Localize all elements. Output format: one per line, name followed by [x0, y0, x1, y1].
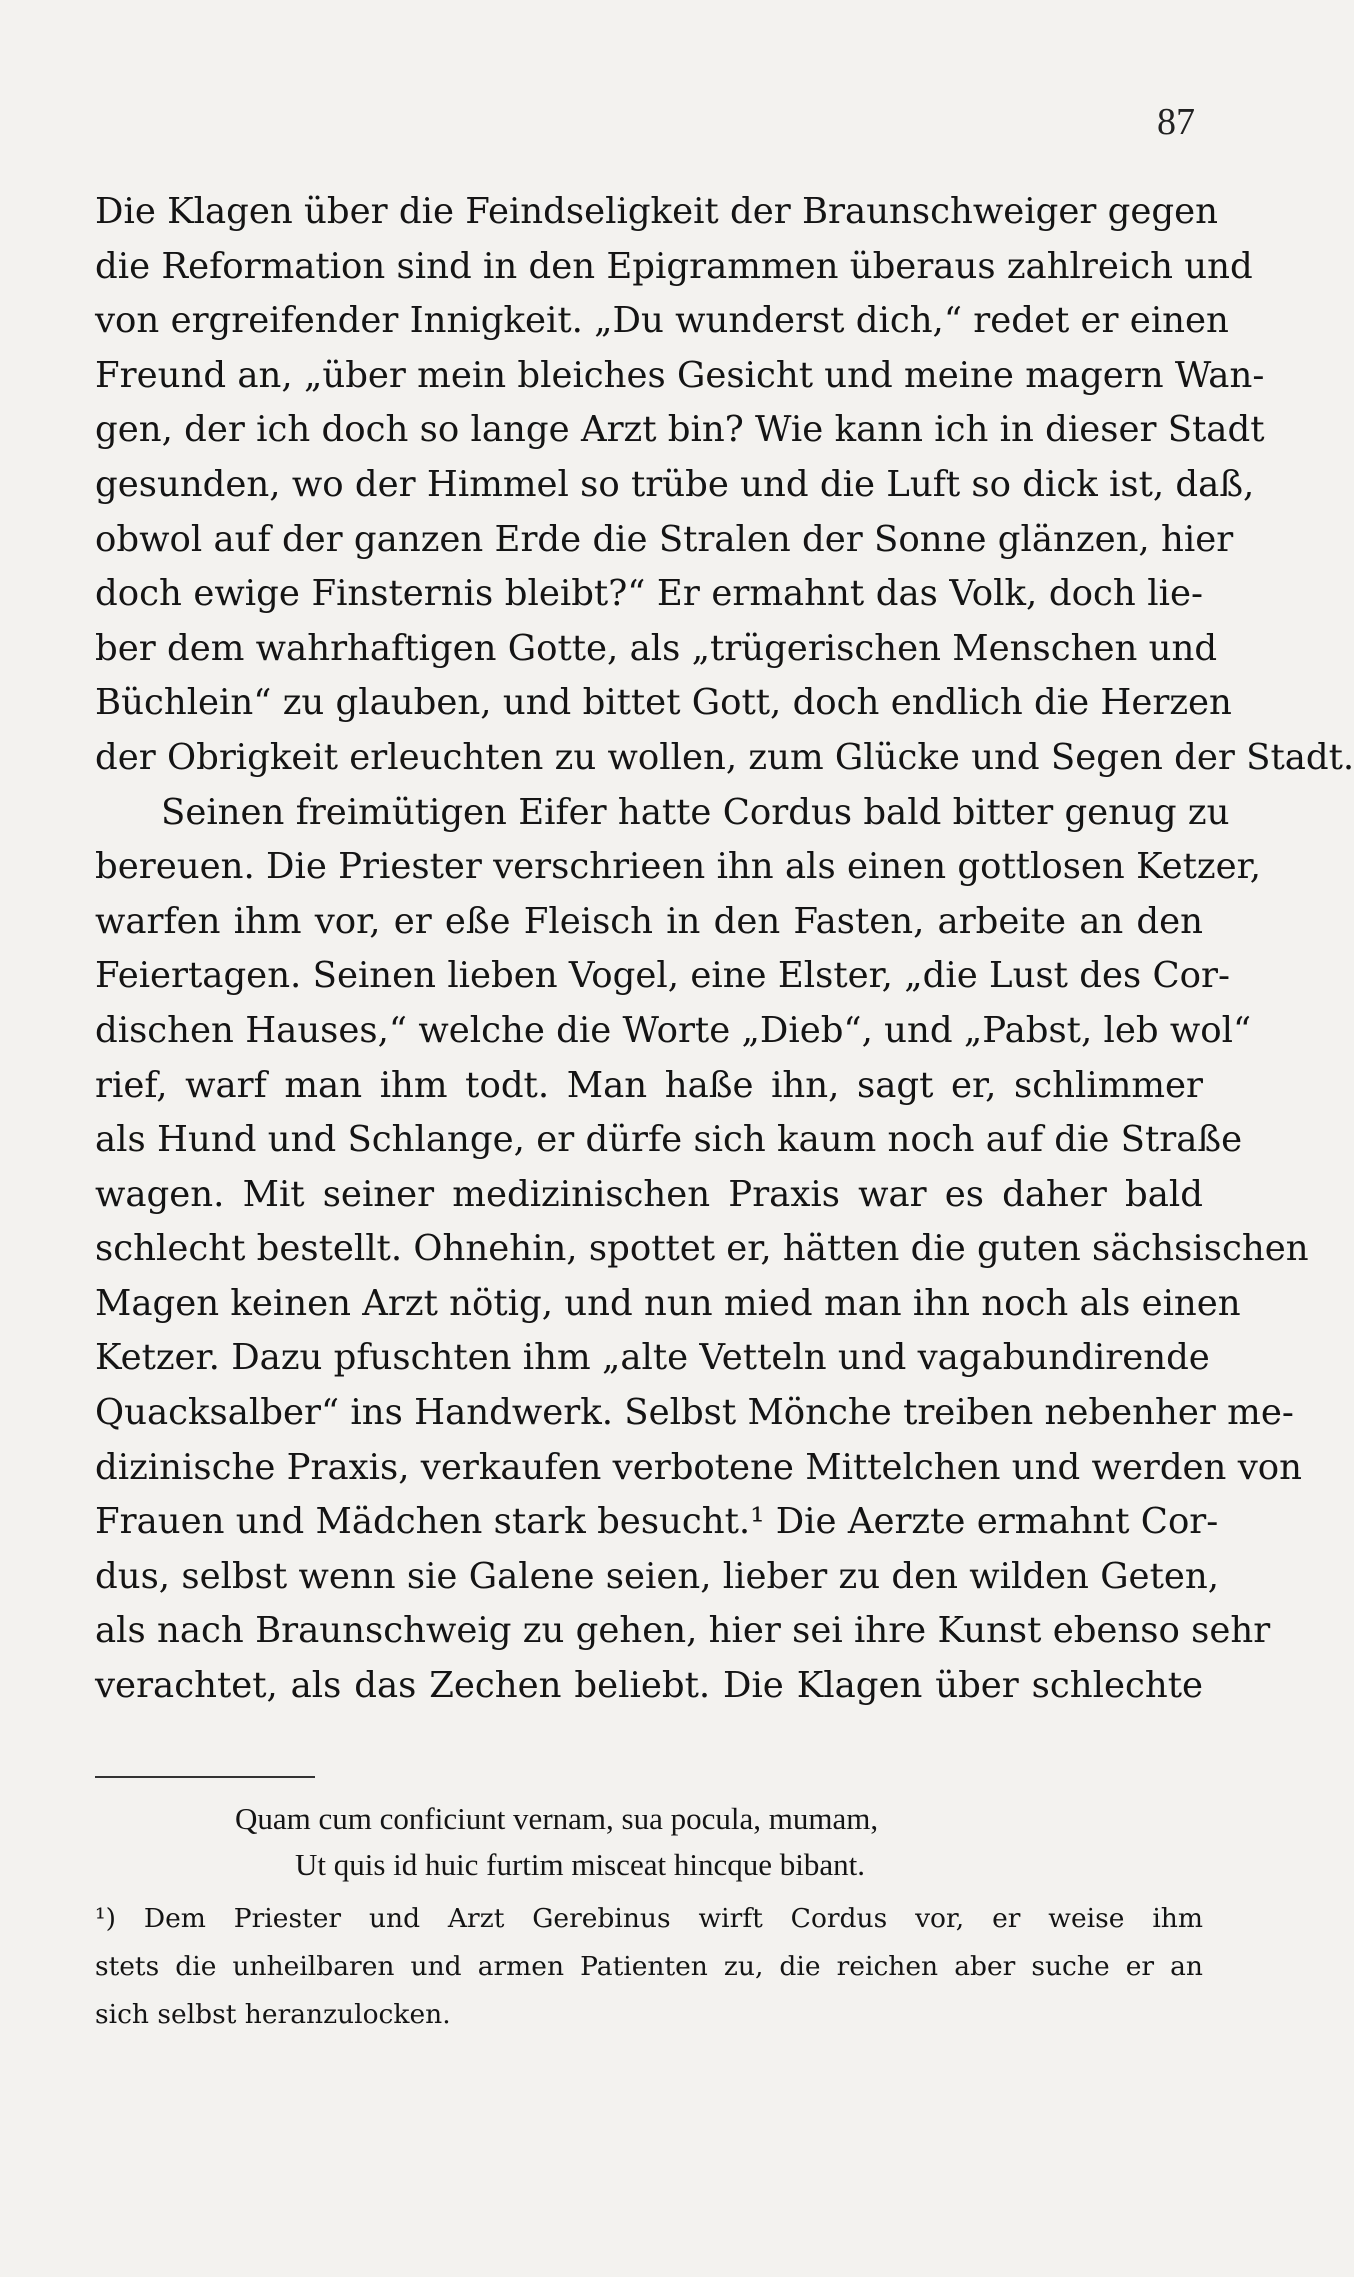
latin-quote	[95, 1796, 1203, 1888]
text-line: warfen ihm vor, er eße Fleisch in den Fasten, arbeite an den	[95, 900, 1203, 942]
text-line: Feiertagen. Seinen lieben Vogel, eine Elster, „die Lust des Cor-	[95, 955, 1230, 997]
text-line: rief, warf man ihm todt. Man haße ihn, sagt er, schlimmer	[95, 1064, 1203, 1106]
text-line: dizinische Praxis, verkaufen verbotene Mittelchen und werden von	[95, 1446, 1302, 1488]
text-line: gen, der ich doch so lange Arzt bin? Wie kann ich in dieser Stadt	[95, 409, 1265, 451]
footnote-line: sich selbst heranzulocken.	[95, 1999, 451, 2030]
text-line: als nach Braunschweig zu gehen, hier sei ihre Kunst ebenso sehr	[95, 1610, 1271, 1652]
text-line: die Reformation sind in den Epigrammen überaus zahlreich und	[95, 245, 1253, 287]
text-line: verachtet, als das Zechen beliebt. Die Klagen über schlechte	[95, 1665, 1203, 1707]
text-line: Frauen und Mädchen stark besucht.¹ Die Aerzte ermahnt Cor-	[95, 1501, 1219, 1543]
paragraph-1	[95, 185, 1354, 786]
paragraph-2	[95, 786, 1309, 1714]
quote-line: Ut quis id huic furtim misceat hincque bibant.	[295, 1847, 865, 1882]
text-line: Ketzer. Dazu pfuschten ihm „alte Vetteln und vagabundirende	[95, 1337, 1210, 1379]
text-line: Quacksalber“ ins Handwerk. Selbst Mönche treiben nebenher me-	[95, 1392, 1294, 1434]
text-line: ber dem wahrhaftigen Gotte, als „trügerischen Menschen und	[95, 627, 1218, 669]
text-line: dus, selbst wenn sie Galene seien, lieber zu den wilden Geten,	[95, 1555, 1219, 1597]
text-line: Magen keinen Arzt nötig, und nun mied man ihn noch als einen	[95, 1282, 1241, 1324]
text-line: doch ewige Finsternis bleibt?“ Er ermahnt das Volk, doch lie-	[95, 573, 1203, 615]
footnote-line: stets die unheilbaren und armen Patienten zu, die reichen aber suche er an	[95, 1951, 1203, 1982]
text-line: gesunden, wo der Himmel so trübe und die Luft so dick ist, daß,	[95, 463, 1255, 505]
text-line: als Hund und Schlange, er dürfe sich kaum noch auf die Straße	[95, 1119, 1243, 1161]
footnote-line: ¹) Dem Priester und Arzt Gerebinus wirft Cordus vor, er weise ihm	[95, 1903, 1203, 1934]
text-line: der Obrigkeit erleuchten zu wollen, zum Glücke und Segen der Stadt.	[95, 736, 1354, 778]
quote-line: Quam cum conficiunt vernam, sua pocula, mumam,	[235, 1801, 879, 1836]
page-number: 87	[1157, 101, 1195, 143]
text-line: Büchlein“ zu glauben, und bittet Gott, doch endlich die Herzen	[95, 682, 1232, 724]
text-line: bereuen. Die Priester verschrieen ihn als einen gottlosen Ketzer,	[95, 846, 1261, 888]
text-line: von ergreifender Innigkeit. „Du wunderst dich,“ redet er einen	[95, 300, 1229, 342]
footnote-rule	[95, 1776, 315, 1778]
text-line: Die Klagen über die Feindseligkeit der Braunschweiger gegen	[95, 191, 1218, 232]
body-text	[95, 185, 1354, 1714]
text-line: obwol auf der ganzen Erde die Stralen der Sonne glänzen, hier	[95, 518, 1234, 560]
text-line: Freund an, „über mein bleiches Gesicht und meine magern Wan-	[95, 354, 1265, 396]
text-line: dischen Hauses,“ welche die Worte „Dieb“, und „Pabst, leb wol“	[95, 1009, 1252, 1051]
footnote	[95, 1895, 1203, 2039]
text-line: schlecht bestellt. Ohnehin, spottet er, hätten die guten sächsischen	[95, 1228, 1309, 1270]
text-line: Seinen freimütigen Eifer hatte Cordus bald bitter genug zu	[161, 791, 1230, 833]
text-line: wagen. Mit seiner medizinischen Praxis war es daher bald	[95, 1173, 1203, 1215]
